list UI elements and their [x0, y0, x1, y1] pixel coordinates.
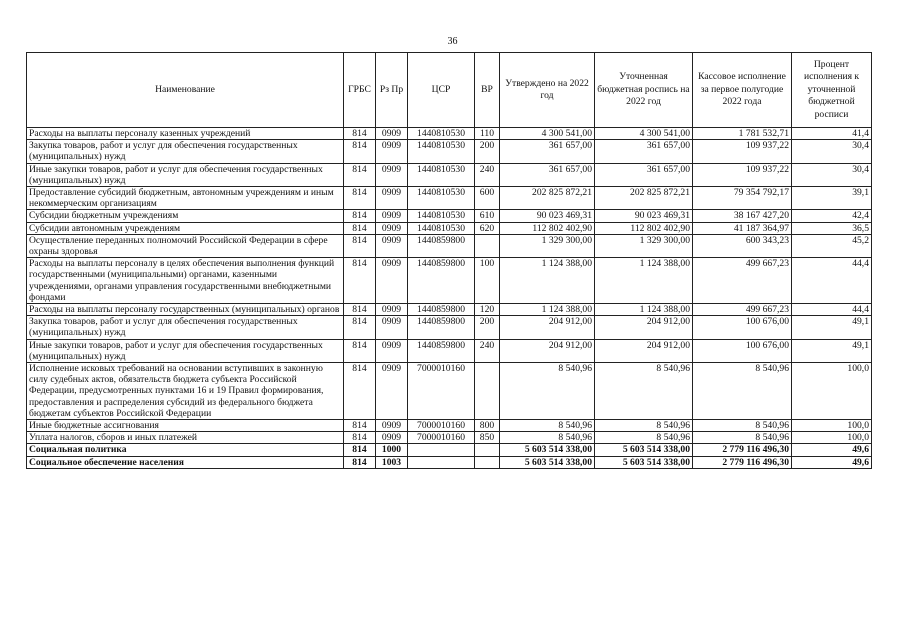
cell-rzpr: 0909: [376, 432, 408, 444]
header-cash: Кассовое исполнение за первое полугодие 2022 года: [693, 53, 792, 128]
cell-percent: 45,2: [792, 234, 872, 257]
cell-rzpr: 0909: [376, 316, 408, 339]
cell-percent: 44,4: [792, 258, 872, 304]
cell-cash: 8 540,96: [693, 363, 792, 420]
cell-csr: 7000010160: [408, 432, 475, 444]
cell-approved: 4 300 541,00: [500, 128, 595, 140]
cell-vr: 610: [475, 210, 500, 222]
cell-name: Иные закупки товаров, работ и услуг для обеспечения государственных (муниципальных) нужд: [27, 163, 344, 186]
cell-csr: 1440810530: [408, 140, 475, 163]
cell-refined: 8 540,96: [595, 363, 693, 420]
cell-cash: 38 167 427,20: [693, 210, 792, 222]
cell-name: Уплата налогов, сборов и иных платежей: [27, 432, 344, 444]
cell-rzpr: 1000: [376, 444, 408, 456]
cell-vr: [475, 234, 500, 257]
cell-vr: 120: [475, 304, 500, 316]
cell-rzpr: 0909: [376, 128, 408, 140]
table-row: [27, 304, 872, 316]
cell-cash: 2 779 116 496,30: [693, 456, 792, 468]
cell-refined: 204 912,00: [595, 339, 693, 362]
cell-refined: 204 912,00: [595, 316, 693, 339]
cell-refined: 361 657,00: [595, 163, 693, 186]
cell-cash: 109 937,22: [693, 163, 792, 186]
cell-grbs: 814: [344, 163, 376, 186]
cell-percent: 49,6: [792, 444, 872, 456]
table-row: [27, 163, 872, 186]
cell-approved: 1 124 388,00: [500, 304, 595, 316]
table-row: [27, 258, 872, 304]
cell-name: Закупка товаров, работ и услуг для обеспечения государственных (муниципальных) нужд: [27, 140, 344, 163]
cell-csr: 1440859800: [408, 304, 475, 316]
cell-cash: 100 676,00: [693, 316, 792, 339]
cell-rzpr: 0909: [376, 304, 408, 316]
cell-approved: 202 825 872,21: [500, 187, 595, 210]
table-row: [27, 128, 872, 140]
table-row: [27, 339, 872, 362]
cell-vr: 800: [475, 420, 500, 432]
cell-refined: 1 124 388,00: [595, 258, 693, 304]
cell-refined: 202 825 872,21: [595, 187, 693, 210]
cell-grbs: 814: [344, 444, 376, 456]
cell-percent: 30,4: [792, 163, 872, 186]
cell-name: Исполнение исковых требований на основании вступивших в законную силу судебных актов, обязательств бюджета субъекта Российской Федерации, предусмотренных пунктами 16 и 19 Правил формирования, предоставления и распределения субсидий из федерального бюджета бюджетам субъектов Российской Федерации: [27, 363, 344, 420]
table-row: [27, 444, 872, 456]
cell-name: Закупка товаров, работ и услуг для обеспечения государственных (муниципальных) нужд: [27, 316, 344, 339]
cell-csr: 7000010160: [408, 363, 475, 420]
cell-cash: 499 667,23: [693, 258, 792, 304]
cell-cash: 2 779 116 496,30: [693, 444, 792, 456]
cell-vr: 100: [475, 258, 500, 304]
page-number: 36: [447, 36, 458, 47]
cell-percent: 42,4: [792, 210, 872, 222]
cell-refined: 1 329 300,00: [595, 234, 693, 257]
cell-vr: 200: [475, 316, 500, 339]
cell-cash: 1 781 532,71: [693, 128, 792, 140]
cell-vr: 850: [475, 432, 500, 444]
cell-percent: 100,0: [792, 363, 872, 420]
cell-percent: 36,5: [792, 222, 872, 234]
header-refined: Уточненная бюджетная роспись на 2022 год: [595, 53, 693, 128]
cell-approved: 1 329 300,00: [500, 234, 595, 257]
table-body: [27, 128, 872, 469]
cell-csr: 1440810530: [408, 187, 475, 210]
cell-grbs: 814: [344, 304, 376, 316]
cell-cash: 8 540,96: [693, 432, 792, 444]
cell-name: Осуществление переданных полномочий Российской Федерации в сфере охраны здоровья: [27, 234, 344, 257]
cell-refined: 8 540,96: [595, 432, 693, 444]
cell-grbs: 814: [344, 210, 376, 222]
cell-vr: 600: [475, 187, 500, 210]
cell-cash: 41 187 364,97: [693, 222, 792, 234]
cell-vr: [475, 363, 500, 420]
table-row: [27, 187, 872, 210]
cell-approved: 8 540,96: [500, 432, 595, 444]
cell-approved: 361 657,00: [500, 163, 595, 186]
header-csr: ЦСР: [408, 53, 475, 128]
table-row: [27, 210, 872, 222]
cell-csr: 1440810530: [408, 210, 475, 222]
budget-execution-table: [26, 52, 872, 469]
cell-vr: 110: [475, 128, 500, 140]
cell-percent: 49,6: [792, 456, 872, 468]
cell-grbs: 814: [344, 420, 376, 432]
cell-name: Иные бюджетные ассигнования: [27, 420, 344, 432]
cell-cash: 79 354 792,17: [693, 187, 792, 210]
cell-csr: 1440859800: [408, 339, 475, 362]
cell-vr: 200: [475, 140, 500, 163]
cell-grbs: 814: [344, 234, 376, 257]
cell-name: Расходы на выплаты персоналу казенных учреждений: [27, 128, 344, 140]
cell-name: Предоставление субсидий бюджетным, автономным учреждениям и иным некоммерческим организациям: [27, 187, 344, 210]
header-grbs: ГРБС: [344, 53, 376, 128]
cell-rzpr: 0909: [376, 222, 408, 234]
cell-grbs: 814: [344, 222, 376, 234]
cell-approved: 204 912,00: [500, 339, 595, 362]
cell-refined: 8 540,96: [595, 420, 693, 432]
cell-csr: 1440810530: [408, 222, 475, 234]
cell-refined: 361 657,00: [595, 140, 693, 163]
cell-rzpr: 1003: [376, 456, 408, 468]
cell-name: Расходы на выплаты персоналу государственных (муниципальных) органов: [27, 304, 344, 316]
cell-refined: 1 124 388,00: [595, 304, 693, 316]
cell-refined: 112 802 402,90: [595, 222, 693, 234]
cell-cash: 109 937,22: [693, 140, 792, 163]
cell-cash: 100 676,00: [693, 339, 792, 362]
cell-percent: 49,1: [792, 316, 872, 339]
cell-refined: 5 603 514 338,00: [595, 456, 693, 468]
cell-approved: 204 912,00: [500, 316, 595, 339]
cell-rzpr: 0909: [376, 210, 408, 222]
cell-approved: 361 657,00: [500, 140, 595, 163]
header-percent: Процент исполнения к уточненной бюджетной росписи: [792, 53, 872, 128]
cell-vr: [475, 456, 500, 468]
cell-csr: 1440859800: [408, 316, 475, 339]
cell-refined: 5 603 514 338,00: [595, 444, 693, 456]
table-row: [27, 363, 872, 420]
cell-csr: 1440810530: [408, 128, 475, 140]
cell-cash: 600 343,23: [693, 234, 792, 257]
cell-rzpr: 0909: [376, 140, 408, 163]
cell-rzpr: 0909: [376, 258, 408, 304]
cell-cash: 499 667,23: [693, 304, 792, 316]
cell-percent: 41,4: [792, 128, 872, 140]
cell-csr: 1440859800: [408, 258, 475, 304]
table-row: [27, 432, 872, 444]
cell-name: Субсидии автономным учреждениям: [27, 222, 344, 234]
cell-name: Социальное обеспечение населения: [27, 456, 344, 468]
cell-approved: 8 540,96: [500, 420, 595, 432]
cell-cash: 8 540,96: [693, 420, 792, 432]
cell-refined: 90 023 469,31: [595, 210, 693, 222]
cell-approved: 5 603 514 338,00: [500, 456, 595, 468]
cell-vr: 620: [475, 222, 500, 234]
cell-rzpr: 0909: [376, 234, 408, 257]
cell-approved: 5 603 514 338,00: [500, 444, 595, 456]
table-row: [27, 222, 872, 234]
cell-vr: 240: [475, 163, 500, 186]
cell-approved: 8 540,96: [500, 363, 595, 420]
cell-name: Иные закупки товаров, работ и услуг для обеспечения государственных (муниципальных) нужд: [27, 339, 344, 362]
cell-name: Субсидии бюджетным учреждениям: [27, 210, 344, 222]
table-row: [27, 140, 872, 163]
cell-rzpr: 0909: [376, 163, 408, 186]
table-header-row: [27, 53, 872, 128]
cell-refined: 4 300 541,00: [595, 128, 693, 140]
cell-approved: 1 124 388,00: [500, 258, 595, 304]
cell-approved: 112 802 402,90: [500, 222, 595, 234]
cell-vr: [475, 444, 500, 456]
cell-csr: [408, 444, 475, 456]
cell-grbs: 814: [344, 456, 376, 468]
cell-grbs: 814: [344, 339, 376, 362]
cell-percent: 100,0: [792, 432, 872, 444]
cell-csr: 7000010160: [408, 420, 475, 432]
cell-rzpr: 0909: [376, 339, 408, 362]
cell-rzpr: 0909: [376, 420, 408, 432]
cell-grbs: 814: [344, 140, 376, 163]
header-vr: ВР: [475, 53, 500, 128]
cell-rzpr: 0909: [376, 363, 408, 420]
cell-percent: 100,0: [792, 420, 872, 432]
cell-grbs: 814: [344, 258, 376, 304]
header-name: Наименование: [27, 53, 344, 128]
cell-name: Социальная политика: [27, 444, 344, 456]
cell-percent: 44,4: [792, 304, 872, 316]
cell-percent: 39,1: [792, 187, 872, 210]
cell-grbs: 814: [344, 187, 376, 210]
cell-name: Расходы на выплаты персоналу в целях обеспечения выполнения функций государственными (муниципальными) органами, казенными учреждениями, органами управления государственными внебюджетными фондами: [27, 258, 344, 304]
table-row: [27, 456, 872, 468]
header-approved: Утверждено на 2022 год: [500, 53, 595, 128]
cell-csr: 1440810530: [408, 163, 475, 186]
cell-percent: 49,1: [792, 339, 872, 362]
cell-grbs: 814: [344, 363, 376, 420]
cell-percent: 30,4: [792, 140, 872, 163]
cell-grbs: 814: [344, 128, 376, 140]
table-row: [27, 316, 872, 339]
table-row: [27, 420, 872, 432]
cell-vr: 240: [475, 339, 500, 362]
cell-grbs: 814: [344, 432, 376, 444]
cell-grbs: 814: [344, 316, 376, 339]
cell-rzpr: 0909: [376, 187, 408, 210]
table-row: [27, 234, 872, 257]
cell-csr: [408, 456, 475, 468]
cell-csr: 1440859800: [408, 234, 475, 257]
header-rzpr: Рз Пр: [376, 53, 408, 128]
cell-approved: 90 023 469,31: [500, 210, 595, 222]
